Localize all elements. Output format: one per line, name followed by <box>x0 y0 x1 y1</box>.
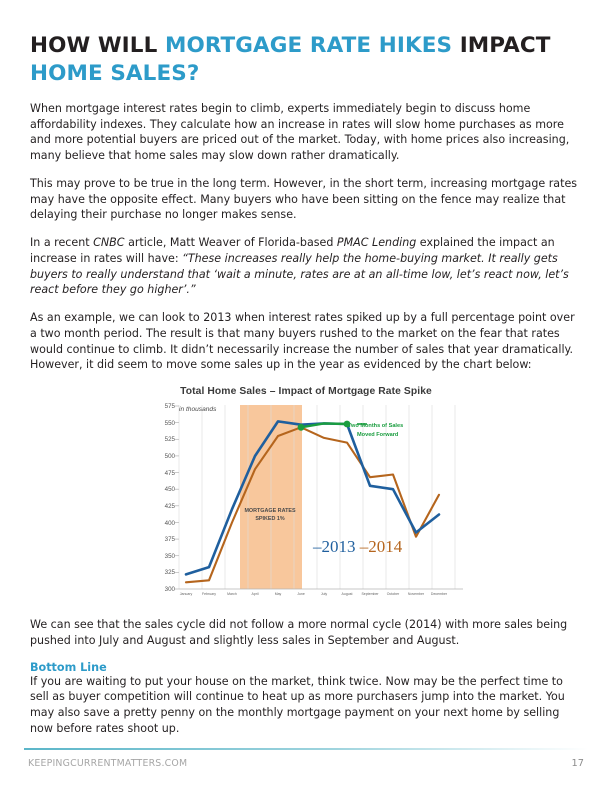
spacer <box>30 164 582 176</box>
spacer <box>30 89 582 101</box>
paragraph-2013-example: As an example, we can look to 2013 when interest rates spiked up by a full percentage point over a two month period. The result is that many buyers rushed to the market on the fear that rates would continue to climb. It didn’t necessarily increase the number of sales that year dramatically. However, it did seem to move some sales up in the year as evidenced by the chart below: <box>30 311 575 372</box>
cnbc-source: CNBC <box>93 236 125 249</box>
spacer <box>30 298 582 310</box>
chart-y-ticks <box>175 406 179 589</box>
title-segment-1: HOW WILL <box>30 33 165 58</box>
chart-units-note: in thousands <box>179 406 217 413</box>
paragraph-cnbc-quote <box>30 235 582 298</box>
mortgage-spike-annotation-text: MORTGAGE RATES SPIKED 1% <box>244 508 296 523</box>
x-tick-label: January <box>179 592 193 596</box>
paragraph-sales-cycle: We can see that the sales cycle did not follow a more normal cycle (2014) with more sales being pushed into July and August and slightly less sales in September and August. <box>30 618 568 647</box>
y-tick-label: 575 <box>164 403 175 410</box>
y-tick-label: 325 <box>164 569 175 577</box>
bottom-line-text: If you are waiting to put your house on the market, think twice. Now may be the perfect time to sell as buyer competition will continue to heat up as more purchasers jump into the market. You may also save a pretty penny on the monthly mortgage payment on your next home by selling now before rates shoot up. <box>30 674 565 735</box>
y-tick-label: 450 <box>164 486 175 494</box>
legend-entry-2014: –2014 <box>359 537 403 556</box>
x-tick-label: November <box>407 592 425 596</box>
legend-entry-2013: –2013 <box>313 537 356 556</box>
x-tick-label: February <box>201 592 217 596</box>
footer-divider <box>24 748 588 750</box>
x-tick-label: March <box>227 592 237 596</box>
moved-forward-line1: Two Months of Sales <box>348 423 404 429</box>
chart-plot-area <box>141 403 471 596</box>
footer-page-number: 17 <box>571 758 584 769</box>
x-tick-label: September <box>361 592 379 596</box>
marker-moved-forward-start <box>298 424 305 431</box>
y-tick-label: 400 <box>164 519 175 527</box>
chart-title: Total Home Sales – Impact of Mortgage Rate Spike <box>180 386 432 397</box>
y-tick-label: 550 <box>164 419 175 427</box>
paragraph-intro: When mortgage interest rates begin to climb, experts immediately begin to discuss home affordability indexes. They calculate how an increase in rates will slow home purchases as more and more potential buyers are priced out of the market. Today, with home prices also increasing, many believe that home sales may slow down rather dramatically. <box>30 101 570 162</box>
spacer <box>30 223 582 235</box>
chart-x-axis-labels <box>141 592 471 602</box>
chart-series-legend <box>313 537 402 557</box>
title-accent-mortgage-rate-hikes: MORTGAGE RATE HIKES <box>164 33 453 58</box>
weaver-quote: “These increases really help the home-buying market. It really gets buyers to really understand that ‘wait a minute, rates are at an all-time low, let’s react now, let’s react before they go higher’.” <box>30 251 569 297</box>
page-footer <box>0 748 612 792</box>
y-tick-label: 425 <box>164 502 175 510</box>
title-segment-2: IMPACT <box>452 33 551 58</box>
home-sales-chart <box>141 386 471 606</box>
pmac-lending-name: PMAC Lending <box>336 236 417 249</box>
x-tick-label: April <box>251 592 259 596</box>
footer-site-url[interactable]: KEEPINGCURRENTMATTERS.COM <box>28 758 188 769</box>
x-tick-label: October <box>386 592 400 596</box>
chart-container <box>30 386 582 606</box>
moved-forward-annotation <box>348 422 403 439</box>
x-tick-label: June <box>297 592 305 596</box>
moved-forward-line2: Moved Forward <box>357 431 399 438</box>
chart-svg <box>141 403 471 591</box>
quote-lead-mid: article, Matt Weaver of Florida-based <box>124 236 337 249</box>
y-tick-label: 375 <box>164 536 175 544</box>
mortgage-spike-annotation <box>238 507 302 523</box>
quote-lead-in: In a recent <box>30 236 94 249</box>
x-tick-label: July <box>320 592 328 596</box>
x-tick-label: December <box>430 592 448 596</box>
y-tick-label: 350 <box>164 552 175 560</box>
x-tick-label: May <box>274 592 282 596</box>
title-accent-home-sales: HOME SALES? <box>30 61 200 87</box>
y-tick-label: 500 <box>164 452 175 460</box>
bottom-line-heading: Bottom Line <box>30 660 107 674</box>
y-tick-label: 525 <box>164 436 175 444</box>
quote-lead-end: explained the impact an increase in rates will have: <box>30 236 555 265</box>
y-tick-label: 300 <box>164 586 175 593</box>
paragraph-short-term: This may prove to be true in the long term. However, in the short term, increasing mortgage rates may have the opposite effect. Many buyers who have been sitting on the fence may realize that delaying their purchase no longer makes sense. <box>30 176 578 222</box>
spacer <box>30 649 582 661</box>
spacer <box>30 606 582 617</box>
y-tick-label: 475 <box>164 469 175 477</box>
page-title <box>30 0 582 89</box>
chart-gridlines-vertical <box>179 405 455 589</box>
x-tick-label: August <box>341 592 353 596</box>
